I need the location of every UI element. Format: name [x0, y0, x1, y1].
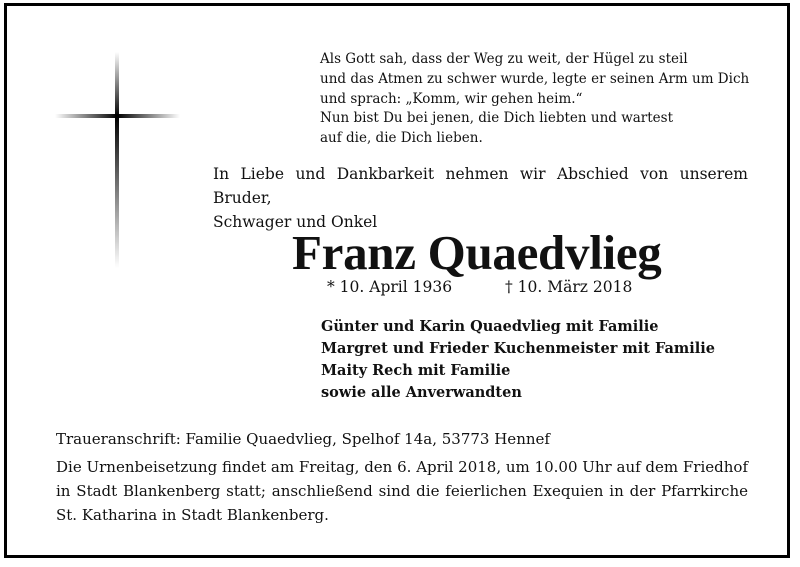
service-details — [56, 455, 748, 527]
service-line: St. Katharina in Stadt Blankenberg. — [56, 506, 329, 524]
verse-line: Nun bist Du bei jenen, die Dich liebten und wartest — [320, 110, 674, 127]
mourner-entry: Margret und Frieder Kuchenmeister mit Familie — [321, 340, 715, 357]
cross-icon — [55, 52, 180, 268]
intro-line: In Liebe und Dankbarkeit nehmen wir Abschied von unserem Bruder, — [213, 165, 748, 207]
death-date: † 10. März 2018 — [505, 278, 633, 296]
verse-line: auf die, die Dich lieben. — [320, 130, 483, 147]
verse-line: und sprach: „Komm, wir gehen heim.“ — [320, 90, 583, 107]
verse-line: und das Atmen zu schwer wurde, legte er seinen Arm um Dich — [320, 70, 750, 87]
service-line: Die Urnenbeisetzung findet am Freitag, den 6. April 2018, um 10.00 Uhr auf dem Friedhof — [56, 458, 748, 476]
intro-line: Schwager und Onkel — [213, 213, 378, 231]
mourner-entry: sowie alle Anverwandten — [321, 384, 522, 401]
deceased-name: Franz Quaedvlieg — [292, 225, 662, 280]
mourning-address: Traueranschrift: Familie Quaedvlieg, Spelhof 14a, 53773 Hennef — [56, 430, 550, 448]
poem-verse — [320, 50, 760, 149]
mourners-list — [321, 316, 741, 404]
service-line: in Stadt Blankenberg statt; anschließend sind die feierlichen Exequien in der Pfarrkirche — [56, 482, 748, 500]
birth-date: * 10. April 1936 — [327, 278, 453, 296]
mourner-entry: Maity Rech mit Familie — [321, 362, 511, 379]
mourner-entry: Günter und Karin Quaedvlieg mit Familie — [321, 318, 659, 335]
verse-line: Als Gott sah, dass der Weg zu weit, der Hügel zu steil — [320, 51, 688, 67]
